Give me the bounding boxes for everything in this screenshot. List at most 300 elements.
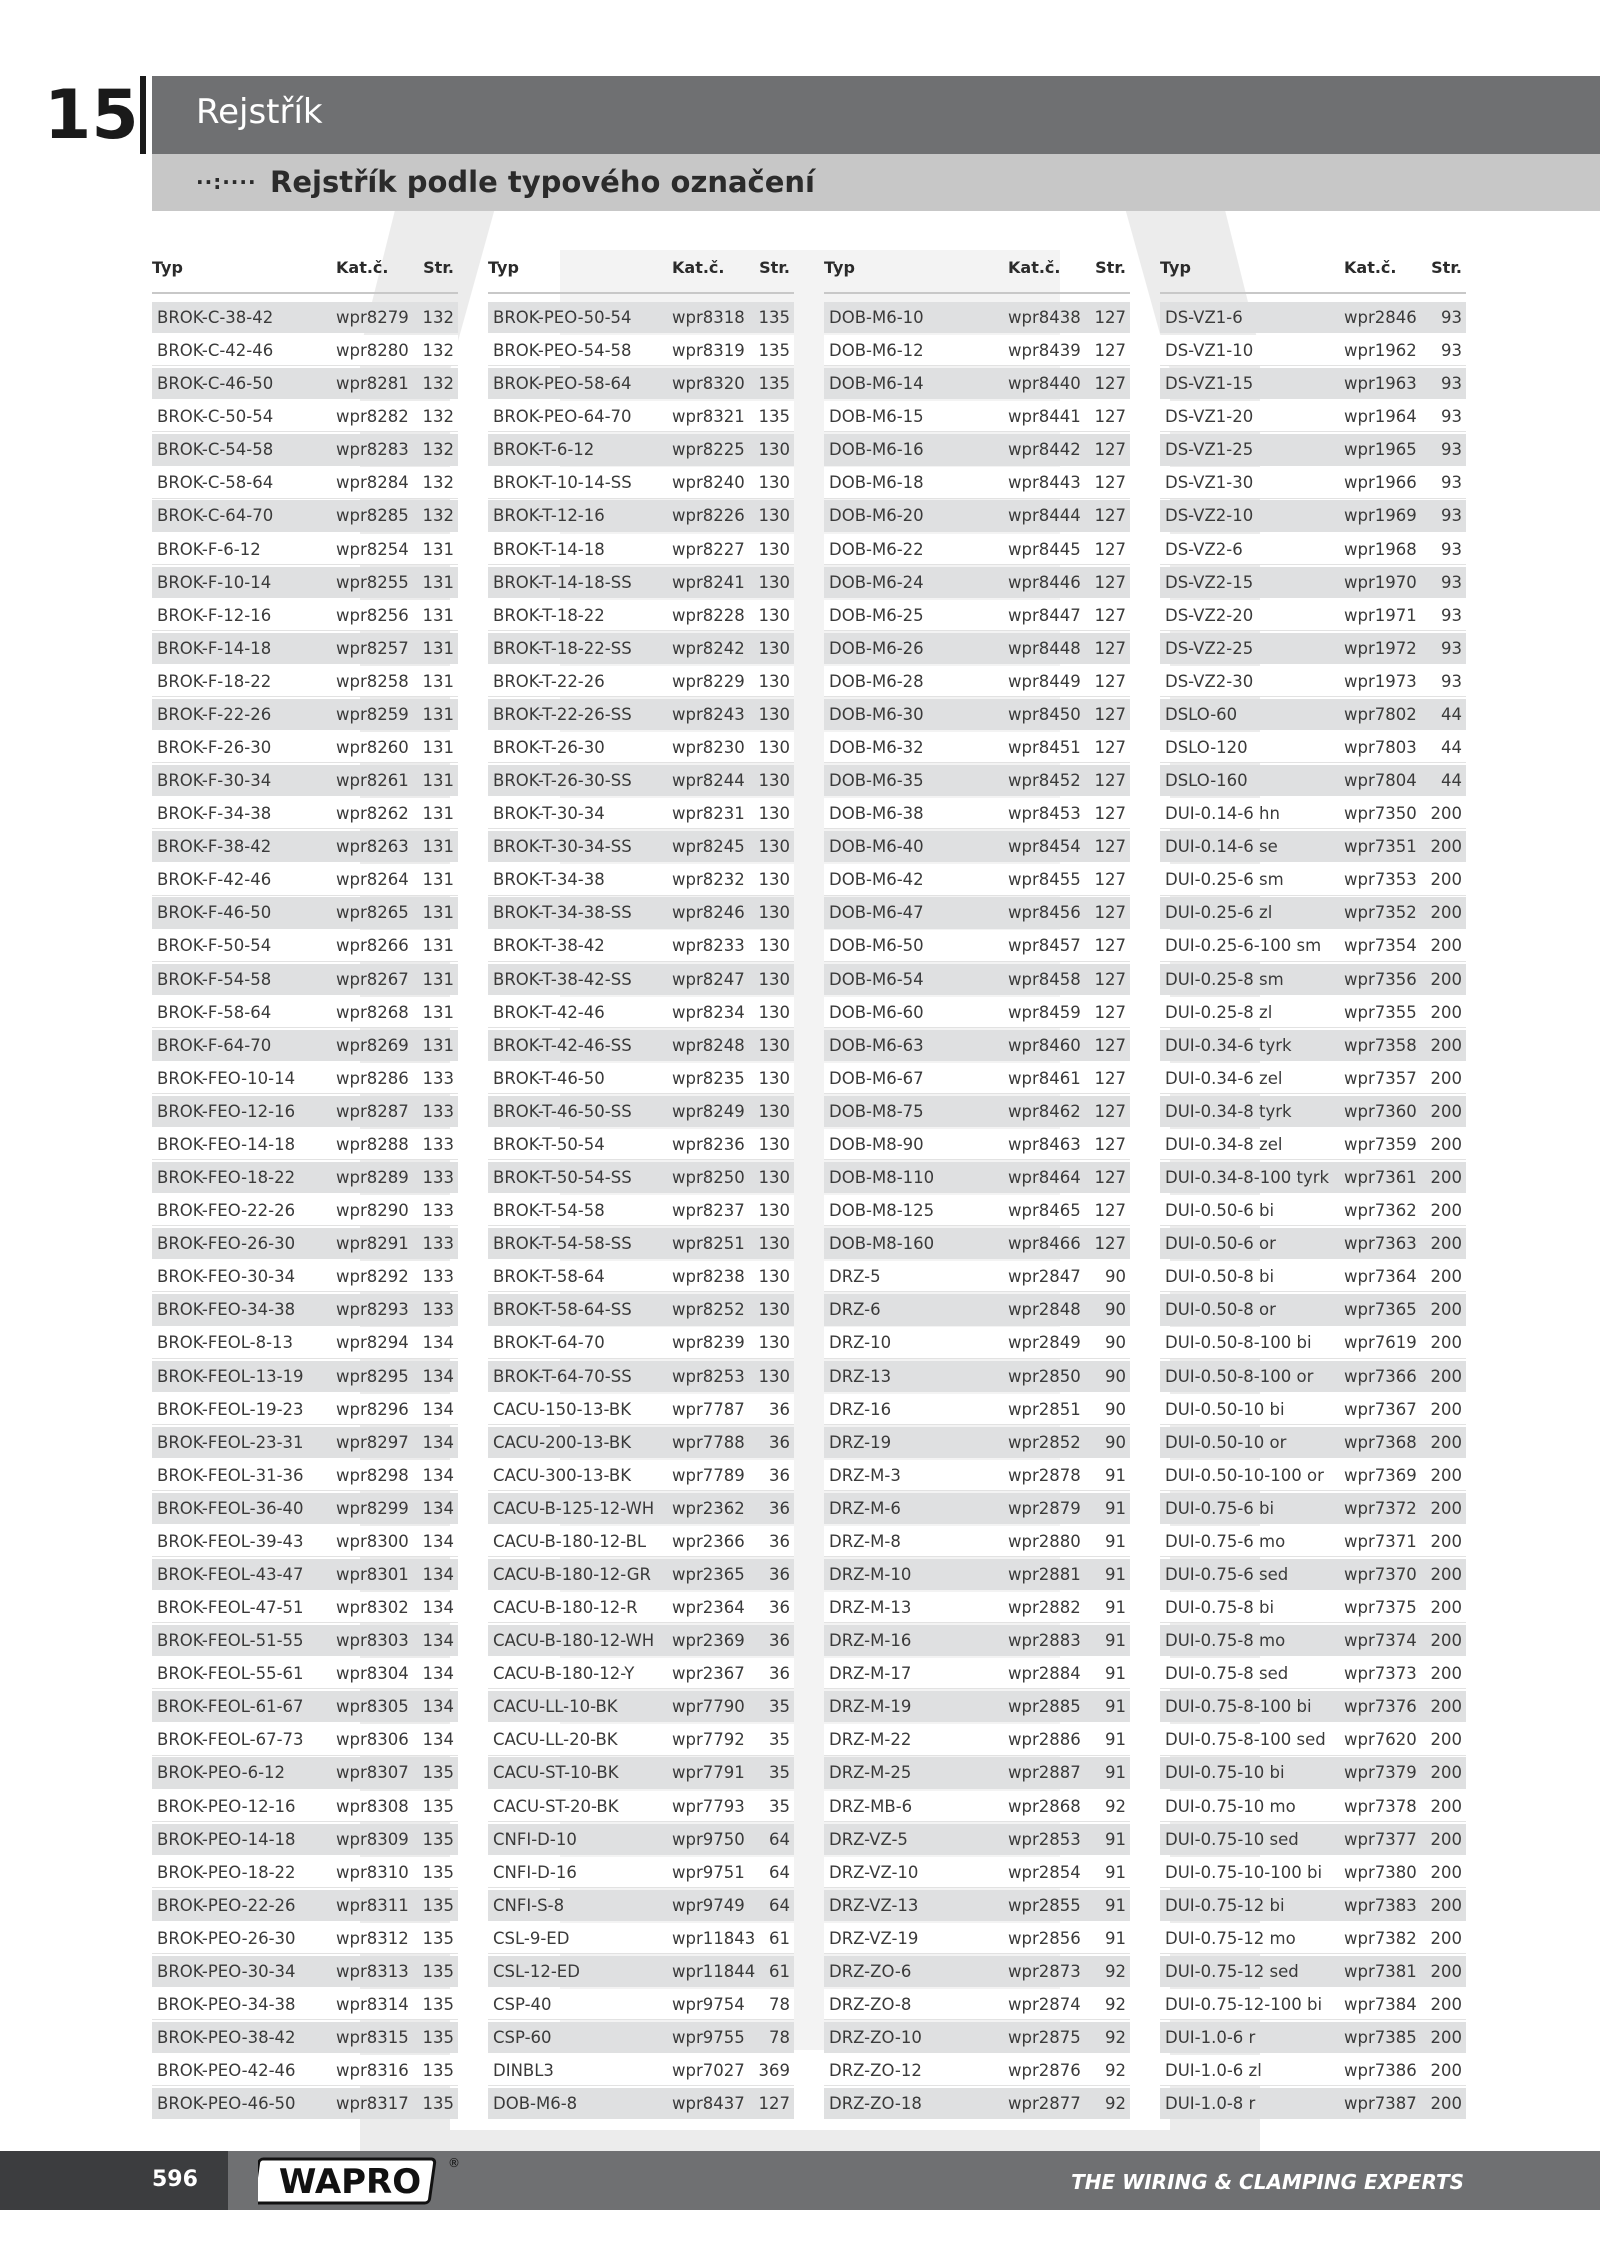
- table-row: [1160, 335, 1466, 366]
- cell-str: 200: [1430, 1234, 1462, 1254]
- table-row: [1160, 1294, 1466, 1325]
- cell-kat: wpr8302: [336, 1598, 409, 1618]
- cell-typ: DS-VZ1-15: [1165, 374, 1254, 394]
- cell-typ: DOB-M8-90: [829, 1134, 924, 1154]
- cell-str: 200: [1430, 1763, 1462, 1783]
- column-rows: [152, 302, 458, 2119]
- table-row: [488, 1824, 794, 1855]
- table-row: [488, 1526, 794, 1557]
- cell-str: 200: [1430, 1465, 1462, 1485]
- cell-str: 131: [422, 804, 454, 824]
- cell-kat: wpr7387: [1344, 2094, 1417, 2114]
- table-row: [1160, 1427, 1466, 1458]
- cell-typ: CACU-300-13-BK: [493, 1465, 632, 1485]
- cell-typ: BROK-F-10-14: [157, 572, 272, 592]
- cell-str: 78: [769, 2028, 790, 2048]
- table-row: [1160, 1625, 1466, 1656]
- cell-typ: BROK-PEO-54-58: [493, 341, 632, 361]
- cell-kat: wpr8252: [672, 1300, 745, 1320]
- cell-typ: BROK-T-22-26: [493, 671, 605, 691]
- table-row: [824, 368, 1130, 399]
- cell-str: 91: [1105, 1531, 1126, 1551]
- cell-kat: wpr8294: [336, 1333, 409, 1353]
- cell-str: 130: [758, 1267, 790, 1287]
- cell-typ: DUI-0.75-6 mo: [1165, 1531, 1286, 1551]
- table-row: [488, 1327, 794, 1358]
- cell-str: 133: [422, 1134, 454, 1154]
- cell-kat: wpr7356: [1344, 969, 1417, 989]
- dots-icon: ··:····: [196, 170, 257, 194]
- table-row: [488, 1096, 794, 1127]
- cell-typ: DS-VZ1-30: [1165, 473, 1254, 493]
- table-row: [824, 434, 1130, 465]
- cell-str: 64: [769, 1862, 790, 1882]
- cell-str: 132: [422, 308, 454, 327]
- cell-kat: wpr8241: [672, 572, 745, 592]
- cell-kat: wpr8248: [672, 1035, 745, 1055]
- table-row: [152, 1625, 458, 1656]
- cell-str: 36: [769, 1531, 790, 1551]
- cell-kat: wpr8225: [672, 440, 745, 460]
- table-row: [1160, 1129, 1466, 1160]
- cell-kat: wpr8258: [336, 671, 409, 691]
- cell-kat: wpr2855: [1008, 1895, 1081, 1915]
- cell-str: 200: [1430, 1862, 1462, 1882]
- cell-str: 35: [769, 1730, 790, 1750]
- cell-kat: wpr8262: [336, 804, 409, 824]
- cell-kat: wpr2876: [1008, 2061, 1081, 2081]
- table-row: [488, 1724, 794, 1755]
- cell-kat: wpr7354: [1344, 936, 1417, 956]
- cell-str: 127: [758, 2094, 790, 2114]
- cell-typ: CACU-200-13-BK: [493, 1432, 632, 1452]
- cell-kat: wpr8264: [336, 870, 409, 890]
- table-row: [1160, 500, 1466, 531]
- cell-typ: DUI-0.25-6 zl: [1165, 903, 1273, 923]
- cell-kat: wpr8439: [1008, 341, 1081, 361]
- cell-typ: DUI-0.50-8-100 bi: [1165, 1333, 1312, 1353]
- column-header: [152, 258, 458, 294]
- cell-typ: DUI-0.25-6 sm: [1165, 870, 1284, 890]
- cell-typ: BROK-C-64-70: [157, 506, 274, 526]
- cell-str: 36: [769, 1432, 790, 1452]
- cell-typ: DUI-0.34-6 tyrk: [1165, 1035, 1292, 1055]
- cell-typ: BROK-FEO-30-34: [157, 1267, 296, 1287]
- cell-kat: wpr2877: [1008, 2094, 1081, 2114]
- cell-kat: wpr7377: [1344, 1829, 1417, 1849]
- table-row: [152, 302, 458, 333]
- table-row: [152, 666, 458, 697]
- cell-typ: DUI-0.75-8 mo: [1165, 1631, 1286, 1651]
- cell-kat: wpr8463: [1008, 1134, 1081, 1154]
- cell-typ: BROK-FEO-26-30: [157, 1234, 296, 1254]
- cell-str: 35: [769, 1697, 790, 1717]
- cell-kat: wpr8291: [336, 1234, 409, 1254]
- cell-str: 200: [1430, 1134, 1462, 1154]
- cell-typ: BROK-T-64-70: [493, 1333, 605, 1353]
- table-row: [152, 964, 458, 995]
- cell-str: 130: [758, 903, 790, 923]
- cell-typ: BROK-F-64-70: [157, 1035, 272, 1055]
- table-row: [488, 1923, 794, 1954]
- cell-typ: BROK-FEO-10-14: [157, 1068, 296, 1088]
- cell-typ: CSL-12-ED: [493, 1961, 580, 1981]
- cell-typ: BROK-T-10-14-SS: [493, 473, 632, 493]
- cell-kat: wpr11844: [672, 1961, 756, 1981]
- cell-kat: wpr8265: [336, 903, 409, 923]
- section-header: [152, 76, 1600, 154]
- cell-str: 200: [1430, 1300, 1462, 1320]
- cell-typ: DSLO-60: [1165, 704, 1238, 724]
- cell-str: 131: [422, 969, 454, 989]
- table-row: [488, 1361, 794, 1392]
- cell-kat: wpr7352: [1344, 903, 1417, 923]
- cell-str: 130: [758, 1333, 790, 1353]
- index-column-3: [824, 258, 1130, 2121]
- cell-kat: wpr1972: [1344, 638, 1417, 658]
- cell-kat: wpr8317: [336, 2094, 409, 2114]
- table-row: [824, 500, 1130, 531]
- cell-str: 132: [422, 407, 454, 427]
- cell-typ: BROK-C-42-46: [157, 341, 274, 361]
- table-row: [1160, 1989, 1466, 2020]
- table-row: [152, 798, 458, 829]
- cell-str: 44: [1441, 771, 1462, 791]
- cell-typ: BROK-T-26-30: [493, 738, 605, 758]
- cell-typ: BROK-FEOL-61-67: [157, 1697, 304, 1717]
- cell-str: 132: [422, 341, 454, 361]
- cell-kat: wpr2878: [1008, 1465, 1081, 1485]
- table-row: [152, 600, 458, 631]
- cell-str: 135: [758, 407, 790, 427]
- cell-str: 133: [422, 1168, 454, 1188]
- cell-str: 127: [1094, 704, 1126, 724]
- cell-str: 134: [422, 1465, 454, 1485]
- cell-str: 127: [1094, 837, 1126, 857]
- cell-kat: wpr8464: [1008, 1168, 1081, 1188]
- table-row: [488, 600, 794, 631]
- cell-str: 127: [1094, 605, 1126, 625]
- table-row: [152, 1063, 458, 1094]
- cell-kat: wpr1966: [1344, 473, 1417, 493]
- table-row: [152, 500, 458, 531]
- cell-str: 93: [1441, 638, 1462, 658]
- table-row: [824, 2055, 1130, 2086]
- cell-typ: DUI-0.25-8 sm: [1165, 969, 1284, 989]
- cell-str: 127: [1094, 473, 1126, 493]
- cell-typ: BROK-FEOL-19-23: [157, 1399, 304, 1419]
- cell-str: 134: [422, 1730, 454, 1750]
- cell-str: 200: [1430, 1730, 1462, 1750]
- table-row: [1160, 1361, 1466, 1392]
- cell-str: 127: [1094, 1035, 1126, 1055]
- cell-kat: wpr8249: [672, 1101, 745, 1121]
- cell-typ: BROK-PEO-46-50: [157, 2094, 296, 2114]
- cell-str: 130: [758, 870, 790, 890]
- cell-kat: wpr8235: [672, 1068, 745, 1088]
- cell-typ: DS-VZ2-20: [1165, 605, 1254, 625]
- cell-typ: BROK-T-26-30-SS: [493, 771, 632, 791]
- cell-str: 93: [1441, 374, 1462, 394]
- table-row: [152, 434, 458, 465]
- cell-kat: wpr8442: [1008, 440, 1081, 460]
- cell-str: 91: [1105, 1697, 1126, 1717]
- cell-kat: wpr8296: [336, 1399, 409, 1419]
- cell-str: 134: [422, 1399, 454, 1419]
- cell-str: 90: [1105, 1333, 1126, 1353]
- cell-kat: wpr8236: [672, 1134, 745, 1154]
- cell-typ: BROK-T-46-50: [493, 1068, 605, 1088]
- cell-kat: wpr8256: [336, 605, 409, 625]
- cell-typ: BROK-FEOL-31-36: [157, 1465, 304, 1485]
- cell-str: 130: [758, 506, 790, 526]
- table-row: [152, 2055, 458, 2086]
- cell-kat: wpr2367: [672, 1664, 745, 1684]
- subsection-header: [152, 154, 1600, 211]
- cell-kat: wpr8243: [672, 704, 745, 724]
- table-row: [488, 1989, 794, 2020]
- cell-str: 369: [758, 2061, 790, 2081]
- cell-typ: DS-VZ1-20: [1165, 407, 1254, 427]
- cell-kat: wpr7369: [1344, 1465, 1417, 1485]
- cell-str: 61: [769, 1961, 790, 1981]
- header-str: Str.: [759, 258, 790, 277]
- cell-typ: DOB-M6-8: [493, 2094, 578, 2114]
- table-row: [488, 1791, 794, 1822]
- cell-str: 36: [769, 1465, 790, 1485]
- cell-str: 130: [758, 1101, 790, 1121]
- cell-str: 91: [1105, 1564, 1126, 1584]
- cell-str: 92: [1105, 2094, 1126, 2114]
- cell-kat: wpr7358: [1344, 1035, 1417, 1055]
- table-row: [824, 534, 1130, 565]
- cell-kat: wpr8292: [336, 1267, 409, 1287]
- cell-str: 200: [1430, 870, 1462, 890]
- cell-str: 36: [769, 1399, 790, 1419]
- cell-typ: BROK-FEO-12-16: [157, 1101, 296, 1121]
- cell-str: 131: [422, 936, 454, 956]
- cell-str: 134: [422, 1333, 454, 1353]
- table-row: [152, 732, 458, 763]
- cell-str: 131: [422, 771, 454, 791]
- table-row: [152, 765, 458, 796]
- cell-typ: DUI-0.25-8 zl: [1165, 1002, 1273, 1022]
- cell-typ: DOB-M6-35: [829, 771, 924, 791]
- cell-kat: wpr7373: [1344, 1664, 1417, 1684]
- cell-str: 92: [1105, 1796, 1126, 1816]
- cell-str: 135: [422, 1796, 454, 1816]
- cell-kat: wpr2874: [1008, 1994, 1081, 2014]
- table-row: [488, 1063, 794, 1094]
- table-row: [1160, 1493, 1466, 1524]
- cell-str: 131: [422, 1035, 454, 1055]
- table-row: [824, 666, 1130, 697]
- cell-typ: DRZ-5: [829, 1267, 881, 1287]
- cell-kat: wpr7788: [672, 1432, 745, 1452]
- cell-kat: wpr1971: [1344, 605, 1417, 625]
- cell-kat: wpr8305: [336, 1697, 409, 1717]
- cell-typ: DUI-0.14-6 se: [1165, 837, 1278, 857]
- cell-str: 127: [1094, 440, 1126, 460]
- cell-kat: wpr7365: [1344, 1300, 1417, 1320]
- table-row: [488, 1427, 794, 1458]
- cell-str: 91: [1105, 1928, 1126, 1948]
- table-row: [1160, 1261, 1466, 1292]
- cell-kat: wpr8229: [672, 671, 745, 691]
- cell-str: 91: [1105, 1895, 1126, 1915]
- cell-kat: wpr2885: [1008, 1697, 1081, 1717]
- table-row: [152, 1228, 458, 1259]
- table-row: [1160, 1890, 1466, 1921]
- cell-str: 132: [422, 506, 454, 526]
- table-row: [152, 1460, 458, 1491]
- cell-kat: wpr7789: [672, 1465, 745, 1485]
- table-row: [152, 699, 458, 730]
- cell-kat: wpr9751: [672, 1862, 745, 1882]
- cell-str: 135: [422, 1763, 454, 1783]
- table-row: [1160, 1923, 1466, 1954]
- table-row: [488, 1592, 794, 1623]
- cell-str: 200: [1430, 1168, 1462, 1188]
- cell-str: 132: [422, 374, 454, 394]
- cell-kat: wpr2879: [1008, 1498, 1081, 1518]
- cell-kat: wpr8246: [672, 903, 745, 923]
- cell-kat: wpr8244: [672, 771, 745, 791]
- cell-kat: wpr7804: [1344, 771, 1417, 791]
- cell-str: 90: [1105, 1300, 1126, 1320]
- cell-str: 200: [1430, 2061, 1462, 2081]
- cell-typ: DSLO-120: [1165, 738, 1248, 758]
- table-row: [824, 2022, 1130, 2053]
- cell-typ: DRZ-VZ-13: [829, 1895, 919, 1915]
- cell-str: 93: [1441, 407, 1462, 427]
- cell-str: 90: [1105, 1399, 1126, 1419]
- cell-typ: BROK-PEO-14-18: [157, 1829, 296, 1849]
- table-row: [1160, 1857, 1466, 1888]
- cell-kat: wpr7791: [672, 1763, 745, 1783]
- cell-typ: BROK-FEOL-55-61: [157, 1664, 304, 1684]
- cell-kat: wpr1963: [1344, 374, 1417, 394]
- table-row: [824, 930, 1130, 961]
- table-row: [1160, 997, 1466, 1028]
- table-row: [1160, 666, 1466, 697]
- cell-kat: wpr8465: [1008, 1201, 1081, 1221]
- cell-str: 127: [1094, 407, 1126, 427]
- cell-typ: DOB-M8-110: [829, 1168, 935, 1188]
- cell-str: 135: [422, 1961, 454, 1981]
- cell-typ: DRZ-M-22: [829, 1730, 912, 1750]
- table-row: [152, 1129, 458, 1160]
- cell-typ: DUI-0.50-8 bi: [1165, 1267, 1275, 1287]
- cell-kat: wpr8251: [672, 1234, 745, 1254]
- cell-str: 131: [422, 837, 454, 857]
- cell-str: 200: [1430, 1564, 1462, 1584]
- cell-kat: wpr1970: [1344, 572, 1417, 592]
- cell-kat: wpr2364: [672, 1598, 745, 1618]
- cell-kat: wpr8255: [336, 572, 409, 592]
- table-row: [824, 302, 1130, 333]
- cell-str: 135: [422, 1829, 454, 1849]
- cell-typ: DUI-0.14-6 hn: [1165, 804, 1280, 824]
- cell-str: 200: [1430, 1598, 1462, 1618]
- table-row: [824, 1890, 1130, 1921]
- cell-typ: BROK-FEO-14-18: [157, 1134, 296, 1154]
- cell-typ: DOB-M6-38: [829, 804, 924, 824]
- index-column-1: [152, 258, 458, 2121]
- cell-typ: BROK-T-18-22-SS: [493, 638, 632, 658]
- cell-kat: wpr2880: [1008, 1531, 1081, 1551]
- cell-str: 90: [1105, 1267, 1126, 1287]
- cell-typ: DOB-M6-47: [829, 903, 924, 923]
- table-row: [1160, 864, 1466, 895]
- cell-typ: BROK-F-6-12: [157, 539, 261, 559]
- cell-str: 200: [1430, 1829, 1462, 1849]
- cell-kat: wpr8290: [336, 1201, 409, 1221]
- cell-kat: wpr8239: [672, 1333, 745, 1353]
- cell-typ: DOB-M6-67: [829, 1068, 924, 1088]
- cell-typ: DUI-0.75-6 bi: [1165, 1498, 1275, 1518]
- cell-typ: BROK-C-54-58: [157, 440, 274, 460]
- cell-str: 130: [758, 969, 790, 989]
- cell-typ: DSLO-160: [1165, 771, 1248, 791]
- cell-typ: DOB-M6-54: [829, 969, 924, 989]
- cell-kat: wpr8230: [672, 738, 745, 758]
- cell-str: 130: [758, 1068, 790, 1088]
- table-row: [1160, 2088, 1466, 2119]
- cell-kat: wpr9750: [672, 1829, 745, 1849]
- cell-str: 130: [758, 473, 790, 493]
- table-row: [152, 1890, 458, 1921]
- cell-typ: DUI-0.34-8 tyrk: [1165, 1101, 1292, 1121]
- table-row: [824, 964, 1130, 995]
- cell-typ: BROK-F-42-46: [157, 870, 272, 890]
- table-row: [1160, 765, 1466, 796]
- cell-str: 200: [1430, 1531, 1462, 1551]
- cell-str: 130: [758, 539, 790, 559]
- cell-typ: BROK-C-50-54: [157, 407, 274, 427]
- table-row: [1160, 1162, 1466, 1193]
- cell-kat: wpr8228: [672, 605, 745, 625]
- table-row: [488, 1757, 794, 1788]
- cell-str: 127: [1094, 903, 1126, 923]
- table-row: [488, 567, 794, 598]
- table-row: [1160, 600, 1466, 631]
- cell-str: 133: [422, 1101, 454, 1121]
- cell-str: 130: [758, 704, 790, 724]
- table-row: [488, 1956, 794, 1987]
- cell-kat: wpr2881: [1008, 1564, 1081, 1584]
- cell-str: 132: [422, 440, 454, 460]
- table-row: [488, 699, 794, 730]
- cell-kat: wpr2882: [1008, 1598, 1081, 1618]
- table-row: [1160, 897, 1466, 928]
- cell-kat: wpr8268: [336, 1002, 409, 1022]
- cell-str: 131: [422, 870, 454, 890]
- table-row: [824, 864, 1130, 895]
- table-row: [152, 1658, 458, 1689]
- cell-str: 93: [1441, 572, 1462, 592]
- cell-kat: wpr8227: [672, 539, 745, 559]
- table-row: [824, 1327, 1130, 1358]
- footer-slogan: THE WIRING & CLAMPING EXPERTS: [1071, 2170, 1464, 2194]
- cell-str: 135: [422, 1895, 454, 1915]
- table-row: [1160, 1791, 1466, 1822]
- cell-kat: wpr8263: [336, 837, 409, 857]
- header-typ: Typ: [488, 258, 519, 277]
- cell-str: 200: [1430, 1664, 1462, 1684]
- cell-str: 200: [1430, 1994, 1462, 2014]
- cell-typ: BROK-C-58-64: [157, 473, 274, 493]
